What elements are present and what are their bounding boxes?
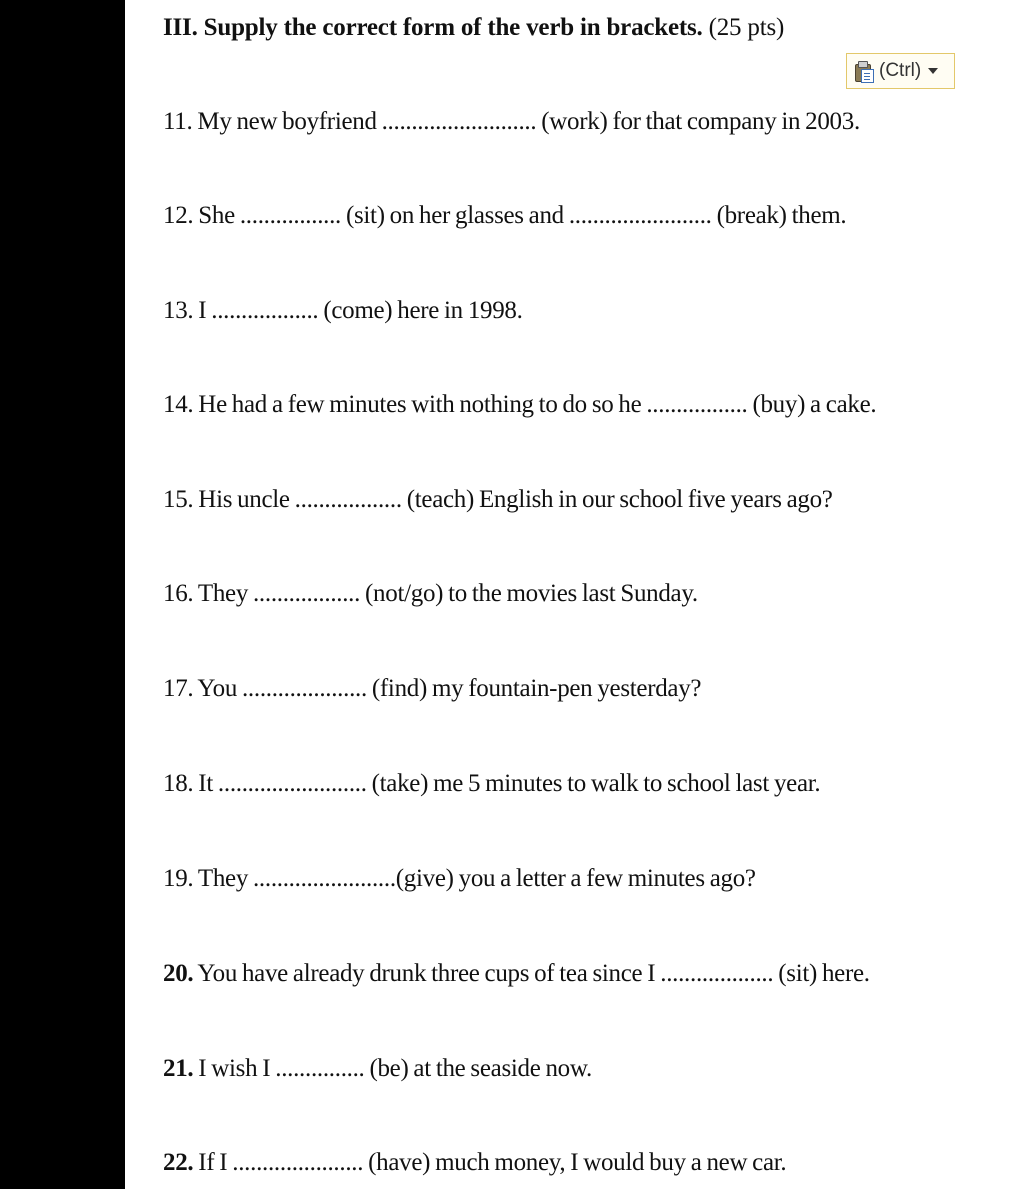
question-number: 15. [163, 486, 194, 513]
question-text: You ..................... (find) my fountain-pen yesterday? [193, 675, 702, 702]
question-number: 13. [163, 297, 194, 324]
question-11 [163, 108, 860, 136]
heading-points: (25 pts) [702, 14, 785, 41]
question-20 [163, 960, 870, 988]
question-text: It ......................... (take) me 5 minutes to walk to school last year. [193, 770, 821, 797]
question-text: They ........................(give) you a letter a few minutes ago? [193, 865, 756, 892]
paste-options-label: (Ctrl) [879, 60, 922, 81]
question-number: 12. [163, 202, 194, 229]
question-number: 22. [163, 1149, 194, 1176]
paste-options-button[interactable] [846, 53, 955, 89]
question-text: He had a few minutes with nothing to do so he ................. (buy) a cake. [193, 391, 877, 418]
question-18 [163, 770, 820, 798]
question-text: They .................. (not/go) to the movies last Sunday. [193, 580, 698, 607]
question-text: If I ...................... (have) much money, I would buy a new car. [193, 1149, 787, 1176]
question-number: 16. [163, 580, 194, 607]
question-21 [163, 1055, 592, 1083]
question-19 [163, 865, 756, 893]
question-15 [163, 486, 833, 514]
question-number: 18. [163, 770, 194, 797]
question-number: 19. [163, 865, 194, 892]
question-text: I .................. (come) here in 1998. [193, 297, 523, 324]
question-text: My new boyfriend .......................... (work) for that company in 2003. [192, 108, 860, 135]
question-number: 17. [163, 675, 194, 702]
clipboard-icon [854, 61, 874, 82]
question-14 [163, 391, 876, 419]
exercise-heading [163, 14, 784, 42]
question-13 [163, 297, 523, 325]
question-text: She ................. (sit) on her glasses and ........................ (break) them. [193, 202, 847, 229]
question-number: 14. [163, 391, 194, 418]
chevron-down-icon [928, 68, 938, 74]
question-text: You have already drunk three cups of tea since I ................... (sit) here. [193, 960, 870, 987]
question-text: I wish I ............... (be) at the seaside now. [193, 1055, 592, 1082]
left-black-margin [0, 0, 125, 1189]
heading-title: III. Supply the correct form of the verb in brackets. [163, 14, 703, 41]
document-page [125, 0, 1024, 1189]
question-16 [163, 580, 698, 608]
question-12 [163, 202, 846, 230]
question-number: 11. [163, 108, 193, 135]
question-number: 21. [163, 1055, 194, 1082]
question-17 [163, 675, 701, 703]
question-number: 20. [163, 960, 194, 987]
question-text: His uncle .................. (teach) English in our school five years ago? [193, 486, 833, 513]
question-22 [163, 1149, 786, 1177]
